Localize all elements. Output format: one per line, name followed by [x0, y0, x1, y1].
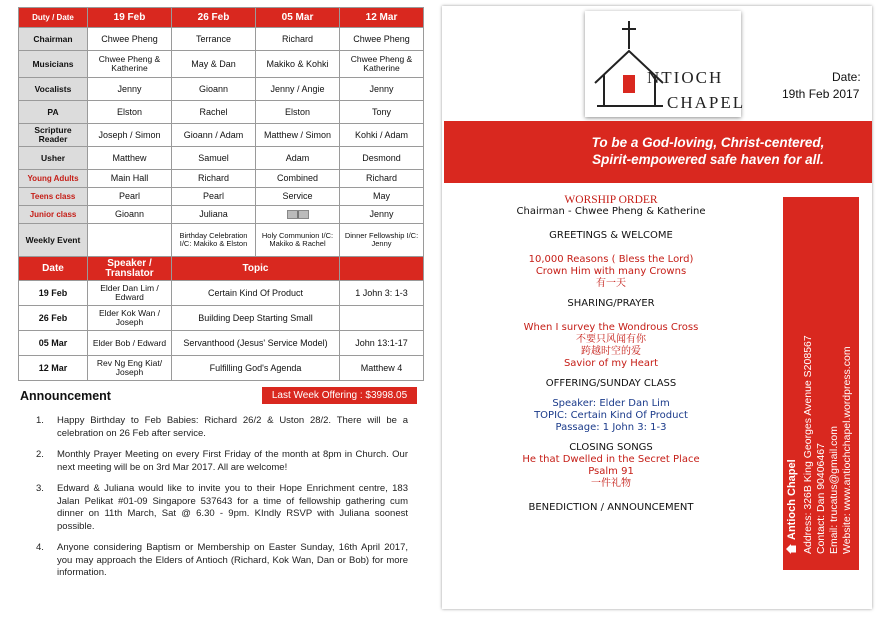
sermon-topic-header: Topic [172, 257, 340, 281]
duty-row-teens-class [19, 188, 424, 206]
item-number: 2. [36, 449, 44, 460]
item-number: 1. [36, 415, 44, 426]
role-label: Young Adults [19, 170, 88, 188]
duty-cell: Holy Communion I/C: Makiko & Rachel [256, 224, 340, 257]
logo-word-chapel: CHAPEL [667, 93, 746, 112]
item-text: Monthly Prayer Meeting on every First Friday of the month at 8pm in Church. Our next meeting will be on 3rd Mar 2017. All are welcome! [57, 449, 408, 473]
sermon-speaker: Elder Kok Wan / Joseph [88, 306, 172, 331]
duty-cell: Richard [340, 170, 424, 188]
duty-row-chairman [19, 28, 424, 51]
duty-cell: Jenny [340, 206, 424, 224]
sermon-speaker-header: Speaker / Translator [88, 257, 172, 281]
role-label: Vocalists [19, 78, 88, 101]
announcement-item [36, 483, 408, 533]
role-label: Scripture Reader [19, 124, 88, 147]
duty-row-junior-class [19, 206, 424, 224]
song-title: When I survey the Wondrous Cross [523, 322, 699, 333]
duty-cell: Matthew [88, 147, 172, 170]
home-icon [786, 544, 796, 554]
sermon-row [19, 356, 424, 381]
section-sharing: SHARING/PRAYER [567, 298, 655, 309]
sermon-speaker: Rev Ng Eng Kiat/ Joseph [88, 356, 172, 381]
sermon-passage-header [340, 257, 424, 281]
sermon-passage: 1 John 3: 1-3 [340, 281, 424, 306]
section-benediction: BENEDICTION / ANNOUNCEMENT [528, 502, 694, 513]
duty-cell: May & Dan [172, 51, 256, 78]
duty-date-header: Duty / Date [19, 8, 88, 28]
vision-line-1: To be a God-loving, Christ-centered, [591, 135, 825, 150]
church-logo [585, 11, 746, 117]
role-label: Weekly Event [19, 224, 88, 257]
sermon-topic: Fulfilling God's Agenda [172, 356, 340, 381]
duty-cell: Pearl [88, 188, 172, 206]
song-title-zh: 一件礼物 [591, 478, 631, 489]
date-header: 05 Mar [256, 8, 340, 28]
announcement-item [36, 449, 408, 474]
church-name: Antioch Chapel [786, 197, 799, 554]
duty-header-row [19, 8, 424, 28]
date-header: 12 Mar [340, 8, 424, 28]
duty-row-weekly-event [19, 224, 424, 257]
duty-cell: Jenny / Angie [256, 78, 340, 101]
book-icon [287, 210, 309, 219]
duty-cell: Jenny [88, 78, 172, 101]
section-offering: OFFERING/SUNDAY CLASS [545, 378, 677, 389]
duty-cell: Chwee Pheng [88, 28, 172, 51]
duty-cell: Makiko & Kohki [256, 51, 340, 78]
duty-cell: Matthew / Simon [256, 124, 340, 147]
duty-cell: Gioann / Adam [172, 124, 256, 147]
duty-cell: Main Hall [88, 170, 172, 188]
song-title-zh: 跨越时空的爱 [581, 346, 641, 357]
sermon-row [19, 306, 424, 331]
item-number: 3. [36, 483, 44, 494]
sermon-date-header: Date [19, 257, 88, 281]
duty-cell: Kohki / Adam [340, 124, 424, 147]
sermon-date: 26 Feb [19, 306, 88, 331]
duty-cell: Chwee Pheng & Katherine [340, 51, 424, 78]
duty-cell: Rachel [172, 101, 256, 124]
duty-cell: Adam [256, 147, 340, 170]
duty-row-usher [19, 147, 424, 170]
duty-cell: Pearl [172, 188, 256, 206]
sermon-topic: Servanthood (Jesus' Service Model) [172, 331, 340, 356]
sermon-passage: Matthew 4 [340, 356, 424, 381]
contact-panel [783, 197, 859, 570]
duty-roster-table [18, 7, 424, 381]
song-title: 10,000 Reasons ( Bless the Lord) [528, 254, 694, 265]
duty-cell: Gioann [172, 78, 256, 101]
vision-line-2: Spirit-empowered safe haven for all. [592, 152, 824, 167]
sermon-topic: Building Deep Starting Small [172, 306, 340, 331]
contact-phone: Contact: Dan 90406467 [815, 443, 827, 554]
duty-cell: Richard [256, 28, 340, 51]
song-title: Psalm 91 [588, 466, 634, 477]
announcement-item [36, 415, 408, 440]
sermon-speaker: Elder Dan Lim / Edward [88, 281, 172, 306]
song-title: Savior of my Heart [563, 358, 659, 369]
item-number: 4. [36, 542, 44, 553]
duty-cell: May [340, 188, 424, 206]
duty-cell: Chwee Pheng [340, 28, 424, 51]
contact-text [783, 197, 859, 570]
duty-cell: Service [256, 188, 340, 206]
date-header: 19 Feb [88, 8, 172, 28]
announcement-item [36, 542, 408, 580]
duty-cell: Combined [256, 170, 340, 188]
item-text: Edward & Juliana would like to invite you to their Hope Enrichment centre, 183 Jalan Pelikat #01-09 Singapore 537643 for a time of fellowship gathering cum dinner on 11th March, Sat @ 6.30 - 9pm. KIndly RSVP with Juliana soonest possible. [57, 483, 408, 532]
announcement-title: Announcement [20, 389, 111, 403]
sermon-speaker-line: Speaker: Elder Dan Lim [552, 398, 670, 409]
contact-email: Email: trucatus@gmail.com [828, 426, 840, 554]
announcement-list [36, 415, 408, 589]
duty-cell: Tony [340, 101, 424, 124]
role-label: Junior class [19, 206, 88, 224]
sermon-passage-line: Passage: 1 John 3: 1-3 [555, 422, 667, 433]
duty-cell: Jenny [340, 78, 424, 101]
sermon-passage: John 13:1-17 [340, 331, 424, 356]
offering-badge: Last Week Offering : $3998.05 [262, 387, 417, 404]
sermon-topic-line: TOPIC: Certain Kind Of Product [534, 410, 688, 421]
sermon-header-row [19, 257, 424, 281]
date-value: 19th Feb 2017 [782, 87, 860, 101]
sermon-row [19, 281, 424, 306]
role-label: Musicians [19, 51, 88, 78]
song-title-zh: 不要只风闻有你 [576, 334, 646, 345]
sermon-speaker: Elder Bob / Edward [88, 331, 172, 356]
duty-cell: Birthday Celebration I/C: Makiko & Elston [172, 224, 256, 257]
song-title-zh: 有一天 [596, 278, 626, 289]
worship-order [456, 194, 766, 514]
sermon-passage [340, 306, 424, 331]
sermon-date: 12 Mar [19, 356, 88, 381]
duty-cell: Dinner Fellowship I/C: Jenny [340, 224, 424, 257]
duty-cell: Gioann [88, 206, 172, 224]
section-greetings: GREETINGS & WELCOME [549, 230, 673, 241]
duty-cell: Juliana [172, 206, 256, 224]
duty-row-scripture-reader [19, 124, 424, 147]
duty-cell: Samuel [172, 147, 256, 170]
role-label: Usher [19, 147, 88, 170]
item-text: Anyone considering Baptism or Membership on Easter Sunday, 16th April 2017, you may approach the Elders of Antioch (Richard, Kok Wan, Dan or Bob) for more information. [57, 542, 408, 578]
role-label: Chairman [19, 28, 88, 51]
sermon-row [19, 331, 424, 356]
role-label: PA [19, 101, 88, 124]
duty-cell: Desmond [340, 147, 424, 170]
role-label: Teens class [19, 188, 88, 206]
duty-cell: Elston [256, 101, 340, 124]
date-header: 26 Feb [172, 8, 256, 28]
song-title: He that Dwelled in the Secret Place [522, 454, 700, 465]
section-closing: CLOSING SONGS [569, 442, 653, 453]
vision-banner [444, 121, 872, 183]
duty-row-musicians [19, 51, 424, 78]
contact-address: Address: 326B King Georges Avenue S208567 [802, 335, 814, 554]
duty-cell [88, 224, 172, 257]
date-label: Date: [832, 70, 861, 84]
duty-cell: Chwee Pheng & Katherine [88, 51, 172, 78]
worship-order-title: WORSHIP ORDER [564, 194, 658, 206]
duty-row-young-adults [19, 170, 424, 188]
duty-cell [256, 206, 340, 224]
contact-website[interactable]: Website: www.antiochchapel.wordpress.com [841, 346, 853, 554]
song-title: Crown Him with many Crowns [535, 266, 687, 277]
sermon-date: 19 Feb [19, 281, 88, 306]
duty-cell: Joseph / Simon [88, 124, 172, 147]
logo-word-antioch: NTIOCH [647, 68, 724, 87]
worship-chairman: Chairman - Chwee Pheng & Katherine [516, 206, 706, 217]
sermon-topic: Certain Kind Of Product [172, 281, 340, 306]
duty-row-vocalists [19, 78, 424, 101]
item-text: Happy Birthday to Feb Babies: Richard 26/2 & Uston 28/2. There will be a celebration on 26 Feb after service. [57, 415, 408, 439]
duty-row-pa [19, 101, 424, 124]
duty-cell: Richard [172, 170, 256, 188]
sermon-date: 05 Mar [19, 331, 88, 356]
duty-cell: Terrance [172, 28, 256, 51]
duty-cell: Elston [88, 101, 172, 124]
